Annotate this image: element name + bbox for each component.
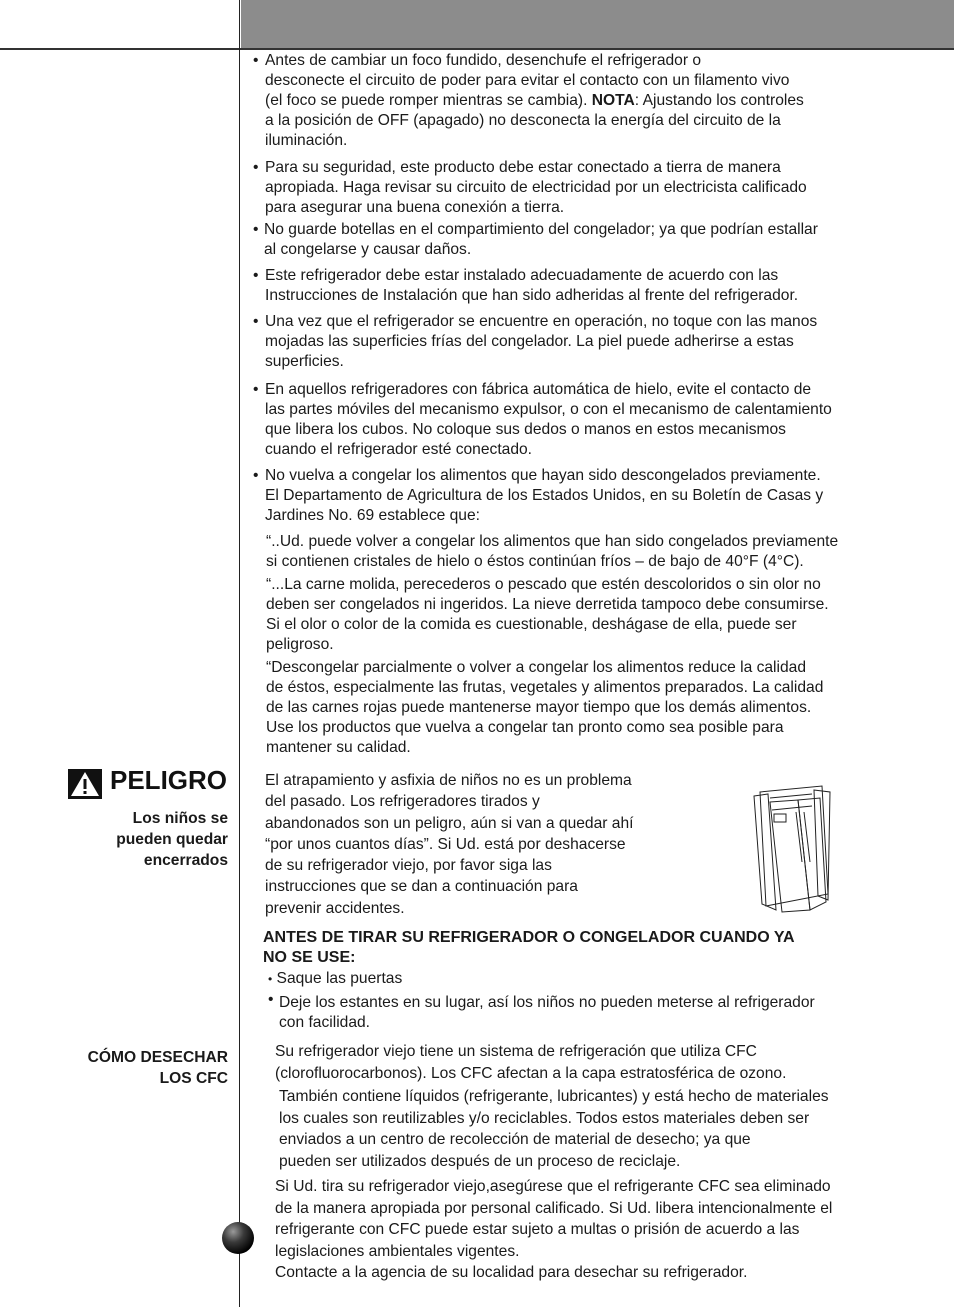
text-line: Si el olor o color de la comida es cuestionable, deshágase de ella, puede ser: [266, 616, 797, 633]
text-line: mojadas las superficies frías del congelador. La piel puede adherirse a estas: [265, 333, 794, 350]
text-line: Para su seguridad, este producto debe estar conectado a tierra de manera: [265, 159, 781, 176]
peligro-title: PELIGRO: [110, 765, 228, 795]
text-line: Este refrigerador debe estar instalado adecuadamente de acuerdo con las: [265, 267, 779, 284]
text-line: encerrados: [143, 852, 228, 869]
bullet-dot: •: [253, 159, 259, 176]
text-line: Antes de cambiar un foco fundido, desenchufe el refrigerador o: [265, 52, 702, 69]
text-line: de las carnes rojas puede mantenerse mayor tiempo que los demás alimentos.: [266, 699, 812, 716]
nota-label: NOTA: [591, 92, 635, 109]
text-line: superficies.: [265, 353, 344, 370]
text-line: pueden quedar: [116, 831, 228, 848]
bullet-dot: •: [253, 221, 259, 238]
page-marker-ball: [222, 1222, 254, 1254]
text-line: Use los productos que vuelva a congelar tan pronto como sea posible para: [266, 719, 784, 736]
text-line: que libera los cubos. No coloque sus dedos o manos en estos mecanismos: [265, 421, 786, 438]
text-line: Una vez que el refrigerador se encuentre en operación, no toque con las manos: [265, 313, 818, 330]
text-line: prevenir accidentes.: [265, 899, 405, 917]
text-line: pueden ser utilizados después de un proceso de reciclaje.: [279, 1152, 681, 1170]
text-line: LOS CFC: [159, 1070, 228, 1087]
text-line: desconecte el circuito de poder para evitar el contacto con un filamento vivo: [265, 72, 790, 89]
text-line: El atrapamiento y asfixia de niños no es un problema: [265, 772, 632, 789]
text-line: En aquellos refrigeradores con fábrica automática de hielo, evite el contacto de: [265, 381, 812, 398]
column-divider: [239, 0, 240, 1307]
text-line: las partes móviles del mecanismo expulsor, o con el mecanismo de calentamiento: [265, 401, 832, 418]
bullet-dot: •: [253, 467, 259, 484]
text-line: Jardines No. 69 establece que:: [265, 507, 480, 524]
text-line: cuando el refrigerador esté conectado.: [265, 441, 532, 458]
cfc-paragraph-1: [275, 1041, 915, 1084]
text-line: deben ser congelados ni ingeridos. La nieve derretida tampoco debe consumirse.: [266, 596, 829, 613]
text-line: CÓMO DESECHAR: [87, 1049, 228, 1066]
cfc-side-heading: [88, 1047, 228, 1089]
text-line: (clorofluorocarbonos). Los CFC afectan a la capa estratosférica de ozono.: [275, 1064, 787, 1082]
peligro-subtitle: [116, 808, 228, 871]
text-line: legislaciones ambientales vigentes.: [275, 1242, 520, 1260]
text-line: peligroso.: [266, 636, 334, 653]
text-line: del pasado. Los refrigeradores tirados y: [265, 793, 540, 811]
peligro-heading: [68, 765, 238, 799]
quote-refreeze-ice-crystals: [266, 532, 916, 572]
text-line: ANTES DE TIRAR SU REFRIGERADOR O CONGELADOR CUANDO YA: [263, 929, 795, 946]
text-line: de su refrigerador viejo, por favor siga las: [265, 857, 552, 875]
quote-ground-meat: [266, 575, 916, 655]
text-line: enviados a un centro de recolección de material de desecho; ya que: [279, 1131, 751, 1148]
text-line: No guarde botellas en el compartimiento del congelador; ya que podrían estallar: [264, 221, 818, 238]
cfc-paragraph-3: [275, 1176, 935, 1284]
antes-heading: [263, 928, 933, 968]
text-line: Instrucciones de Instalación que han sido adheridas al frente del refrigerador.: [265, 287, 799, 304]
text-line: si contienen cristales de hielo o éstos continúan fríos – de bajo de 40°F (4°C).: [266, 553, 804, 570]
warning-triangle-icon: [68, 769, 102, 799]
peligro-body: [265, 770, 705, 919]
text-line: mantener su calidad.: [266, 739, 411, 756]
text-line: Si Ud. tira su refrigerador viejo,asegúrese que el refrigerante CFC sea eliminado: [275, 1178, 831, 1195]
text-line: al congelarse y causar daños.: [264, 241, 472, 258]
text-line: a la posición de OFF (apagado) no desconecta la energía del circuito de la: [265, 112, 781, 129]
text-line: El Departamento de Agricultura de los Estados Unidos, en su Boletín de Casas y: [265, 487, 824, 504]
text-line: refrigerante con CFC puede estar sujeto a multas o prisión de acuerdo a las: [275, 1221, 800, 1238]
bullet-dot: •: [253, 52, 259, 69]
text-line: (el foco se puede romper mientras se cambia). NOTA: Ajustando los controles: [265, 92, 804, 109]
header-bar: [241, 0, 954, 48]
cfc-paragraph-2: [279, 1086, 919, 1172]
text-line: de la manera apropiada por personal calificado. Si Ud. libera intencionalmente el: [275, 1199, 833, 1217]
text-line: para asegurar una buena conexión a tierra.: [265, 199, 565, 216]
text-line: Contacte a la agencia de su localidad para desechar su refrigerador.: [275, 1264, 748, 1281]
text-line: Deje los estantes en su lugar, así los niños no pueden meterse al refrigerador: [279, 994, 815, 1011]
text-line: de éstos, especialmente las frutas, vegetales y alimentos preparados. La calidad: [266, 679, 824, 696]
text-line: “...La carne molida, perecederos o pescado que estén descoloridos o sin olor no: [266, 576, 821, 593]
header-divider: [0, 48, 954, 50]
text-line: Saque las puertas: [276, 970, 403, 987]
text-line: instrucciones que se dan a continuación para: [265, 878, 578, 896]
text-line: abandonados son un peligro, aún si van a quedar ahí: [265, 814, 634, 832]
quote-quality: [266, 658, 916, 758]
text-line: con facilidad.: [279, 1014, 371, 1031]
text-line: iluminación.: [265, 132, 348, 149]
antes-item-shelves: • Deje los estantes en su lugar, así los niños no pueden meterse al refrigerador con facilidad.: [268, 993, 928, 1033]
text-line: los cuales son reutilizables y/o reciclables. Todos estos materiales deben ser: [279, 1109, 810, 1127]
text-line: Los niños se: [132, 810, 228, 827]
text-line: “Descongelar parcialmente o volver a congelar los alimentos reduce la calidad: [266, 659, 807, 676]
text-line: Su refrigerador viejo tiene un sistema de refrigeración que utiliza CFC: [275, 1043, 757, 1060]
text-line: apropiada. Haga revisar su circuito de electricidad por un electricista calificado: [265, 179, 807, 196]
refrigerator-illustration: [752, 782, 832, 914]
bullet-dot: •: [253, 381, 259, 398]
text-line: También contiene líquidos (refrigerante, lubricantes) y está hecho de materiales: [279, 1088, 829, 1105]
text-line: “..Ud. puede volver a congelar los alimentos que han sido congelados previamente: [266, 533, 839, 550]
antes-item-doors: • Saque las puertas: [268, 970, 403, 987]
bullet-dot: •: [253, 267, 259, 284]
text-line: No vuelva a congelar los alimentos que hayan sido descongelados previamente.: [265, 467, 821, 484]
text-line: NO SE USE:: [263, 949, 356, 966]
bullet-dot: •: [253, 313, 259, 330]
text-line: “por unos cuantos días”. Si Ud. está por deshacerse: [265, 835, 626, 853]
